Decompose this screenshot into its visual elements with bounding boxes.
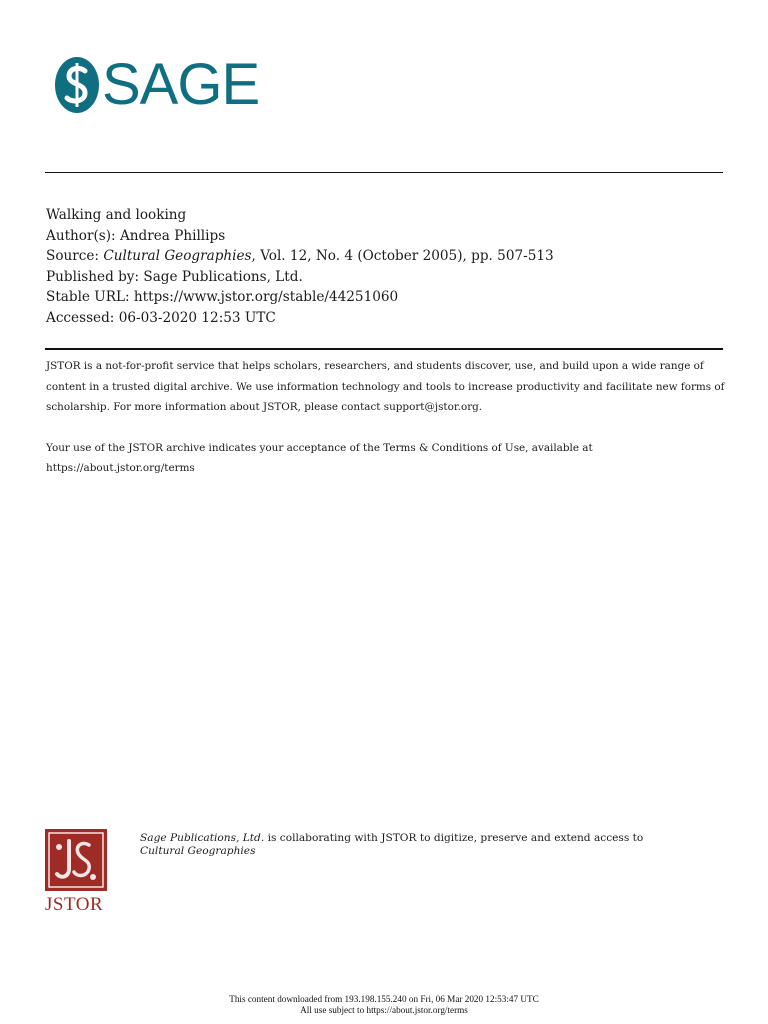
source-details: , Vol. 12, No. 4 (October 2005), pp. 507-513: [251, 248, 554, 265]
footer-download-line: This content downloaded from 193.198.155.240 on Fri, 06 Mar 2020 12:53:47 UTC: [229, 994, 539, 1004]
sage-logo-text: SAGE: [102, 52, 260, 117]
collab-journal: Cultural Geographies: [140, 845, 256, 857]
publisher-name: Sage Publications, Ltd.: [143, 268, 303, 285]
journal-name: Cultural Geographies: [103, 248, 252, 265]
collab-text: is collaborating with JSTOR to digitize, preserve and extend access to: [264, 832, 644, 844]
collaboration-statement: [140, 832, 730, 858]
stable-url-link[interactable]: https://www.jstor.org/stable/44251060: [133, 289, 399, 306]
section-divider: [45, 348, 723, 350]
author-line: [46, 226, 554, 247]
author-label: Author(s):: [46, 227, 116, 244]
source-label: Source:: [46, 248, 99, 265]
footer-terms-line: All use subject to https://about.jstor.org/terms: [300, 1005, 468, 1015]
jstor-logo-text: JSTOR: [45, 894, 104, 915]
download-footer: [0, 994, 768, 1016]
accessed-line: [46, 308, 554, 329]
author-name: Andrea Phillips: [119, 227, 226, 244]
notice-paragraph-about: JSTOR is a not-for-profit service that helps scholars, researchers, and students discover, use, and build upon a wide range of content in a trusted digital archive. We use information technology and tools to increase productivity and facilitate new forms of scholarship. For more information about JSTOR, please contact support@jstor.org.: [46, 360, 725, 414]
url-label: Stable URL:: [46, 289, 130, 306]
collab-publisher: Sage Publications, Ltd.: [140, 832, 265, 844]
publisher-line: [46, 267, 554, 288]
jstor-logo: [45, 829, 109, 915]
article-metadata: [46, 205, 554, 329]
jstor-emblem-icon: [45, 829, 107, 891]
stable-url-line: [46, 287, 554, 308]
accessed-label: Accessed:: [46, 309, 115, 326]
article-title: Walking and looking: [46, 207, 187, 223]
sage-s-emblem-icon: [54, 56, 100, 114]
notice-paragraph-terms: Your use of the JSTOR archive indicates your acceptance of the Terms & Conditions of Use, available at https://about.jstor.org/terms: [46, 441, 593, 475]
accessed-date: 06-03-2020 12:53 UTC: [118, 309, 276, 326]
top-divider: [45, 172, 723, 173]
jstor-notice: [46, 356, 726, 479]
sage-logo: [54, 52, 260, 117]
source-line: [46, 246, 554, 267]
published-label: Published by:: [46, 268, 140, 285]
